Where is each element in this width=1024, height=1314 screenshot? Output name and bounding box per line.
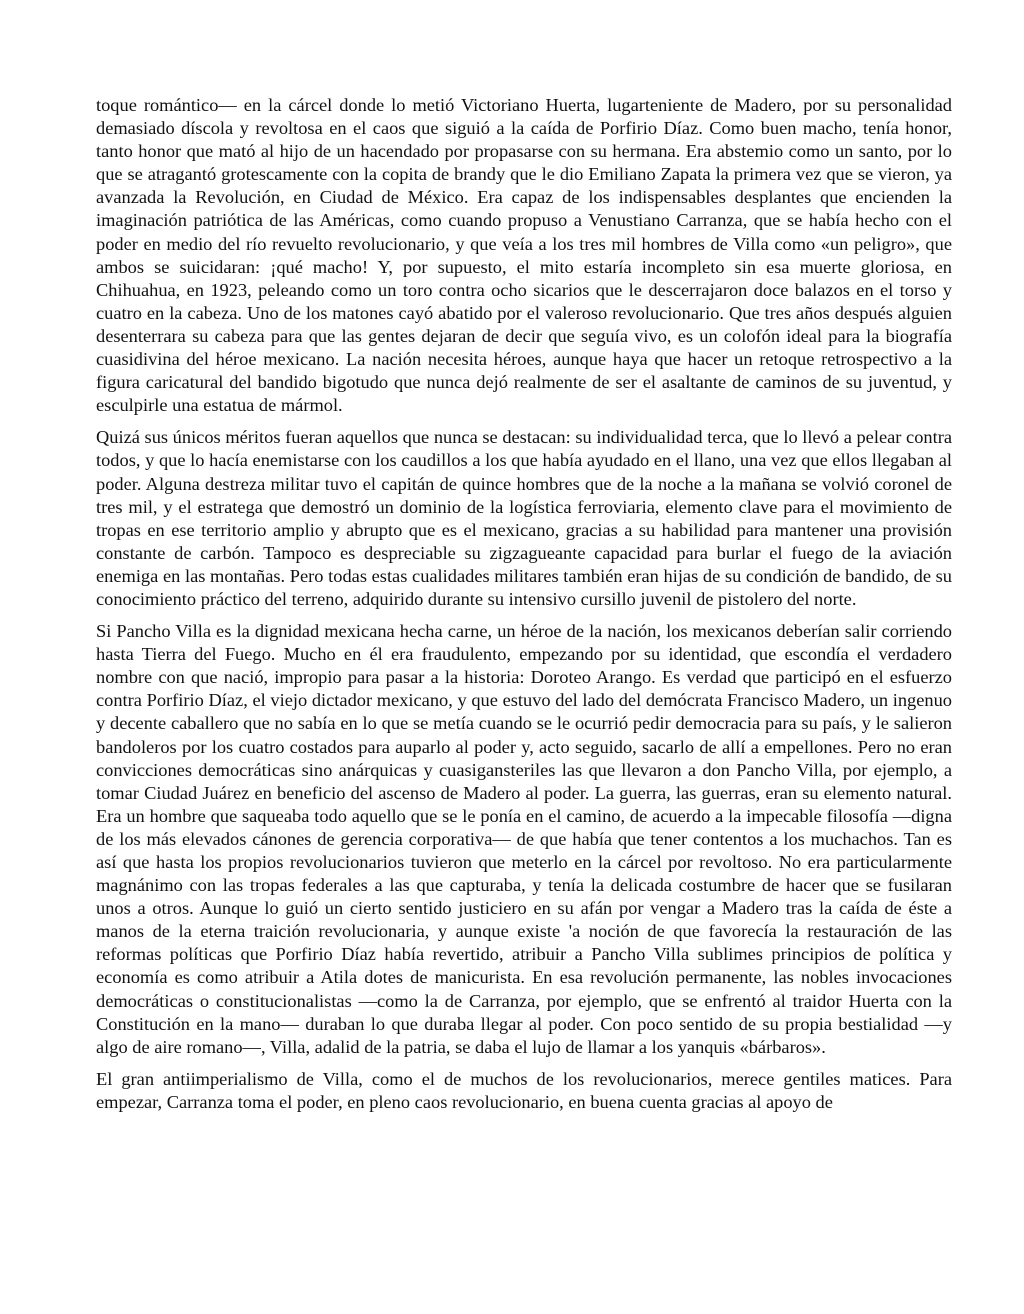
document-page (96, 94, 952, 1123)
paragraph-2: Quizá sus únicos méritos fueran aquellos que nunca se destacan: su individualidad terca, que lo llevó a pelear contra todos, y que lo hacía enemistarse con los caudillos a los que había ayudado en el llano, una vez que ellos llegaban al poder. Alguna destreza militar tuvo el capitán de quince hombres que de la noche a la mañana se volvió coronel de tres mil, y el estratega que demostró un dominio de la logística ferroviaria, elemento clave para el movimiento de tropas en ese territorio amplio y abrupto que es el mexicano, gracias a su habilidad para mantener una provisión constante de carbón. Tampoco es despreciable su zigzagueante capacidad para burlar el fuego de la aviación enemiga en las montañas. Pero todas estas cualidades militares también eran hijas de su condición de bandido, de su conocimiento práctico del terreno, adquirido durante su intensivo cursillo juvenil de pistolero del norte. (96, 427, 952, 609)
paragraph-1: toque romántico— en la cárcel donde lo metió Victoriano Huerta, lugarteniente de Madero, por su personalidad demasiado díscola y revoltosa en el caos que siguió a la caída de Porfirio Díaz. Como buen macho, tenía honor, tanto honor que mató al hijo de un hacendado por propasarse con su hermana. Era abstemio como un santo, por lo que se atragantó grotescamente con la copita de brandy que le dio Emiliano Zapata la primera vez que se vieron, ya avanzada la Revolución, en Ciudad de México. Era capaz de los indispensables desplantes que encienden la imaginación patriótica de las Américas, como cuando propuso a Venustiano Carranza, que se había hecho con el poder en medio del río revuelto revolucionario, y que veía a los tres mil hombres de Villa como «un peligro», que ambos se suicidaran: ¡qué macho! Y, por supuesto, el mito estaría incompleto sin esa muerte gloriosa, en Chihuahua, en 1923, peleando como un toro contra ocho sicarios que le descerrajaron doce balazos en el torso y cuatro en la cabeza. Uno de los matones cayó abatido por el valeroso revolucionario. Que tres años después alguien desenterrara su cabeza para que las gentes dejaran de decir que seguía vivo, es un colofón ideal para la biografía cuasidivina del héroe mexicano. La nación necesita héroes, aunque haya que hacer un retoque retrospectivo a la figura caricatural del bandido bigotudo que nunca dejó realmente de ser el asaltante de caminos de su juventud, y esculpirle una estatua de mármol. (96, 95, 952, 416)
paragraph-4: El gran antiimperialismo de Villa, como el de muchos de los revolucionarios, merece gentiles matices. Para empezar, Carranza toma el poder, en pleno caos revolucionario, en buena cuenta gracias al apoyo de (96, 1068, 952, 1112)
paragraph-3: Si Pancho Villa es la dignidad mexicana hecha carne, un héroe de la nación, los mexicanos deberían salir corriendo hasta Tierra del Fuego. Mucho en él era fraudulento, empezando por su identidad, que escondía el verdadero nombre con que nació, impropio para pasar a la historia: Doroteo Arango. Es verdad que participó en el esfuerzo contra Porfirio Díaz, el viejo dictador mexicano, y que estuvo del lado del demócrata Francisco Madero, un ingenuo y decente caballero que no sabía en lo que se metía cuando se le ocurrió pedir democracia para su país, y le salieron bandoleros por los cuatro costados para auparlo al poder y, acto seguido, sacarlo de allí a empellones. Pero no eran convicciones democráticas sino anárquicas y cuasigansteriles las que llevaron a don Pancho Villa, por ejemplo, a tomar Ciudad Juárez en beneficio del ascenso de Madero al poder. La guerra, las guerras, eran su elemento natural. Era un hombre que saqueaba todo aquello que se le ponía en el camino, de acuerdo a la impecable filosofía —digna de los más elevados cánones de gerencia corporativa— de que había que tener contentos a los muchachos. Tan es así que hasta los propios revolucionarios tuvieron que meterlo en la cárcel por revoltoso. No era particularmente magnánimo con las tropas federales a las que capturaba, y tenía la delicada costumbre de hacer que se fusilaran unos a otros. Aunque lo guió un cierto sentido justiciero en su afán por vengar a Madero tras la caída de éste a manos de la eterna traición revolucionaria, y aunque existe 'a noción de que favorecía la restauración de las reformas políticas que Porfirio Díaz había revertido, atribuir a Pancho Villa sublimes principios de política y economía es como atribuir a Atila dotes de manicurista. En esa revolución permanente, las nobles invocaciones democráticas o constitucionalistas —como la de Carranza, por ejemplo, que se enfrentó al traidor Huerta con la Constitución en la mano— duraban lo que duraba llegar al poder. Con poco sentido de su propia bestialidad —y algo de aire romano—, Villa, adalid de la patria, se daba el lujo de llamar a los yanquis «bárbaros». (96, 621, 952, 1057)
